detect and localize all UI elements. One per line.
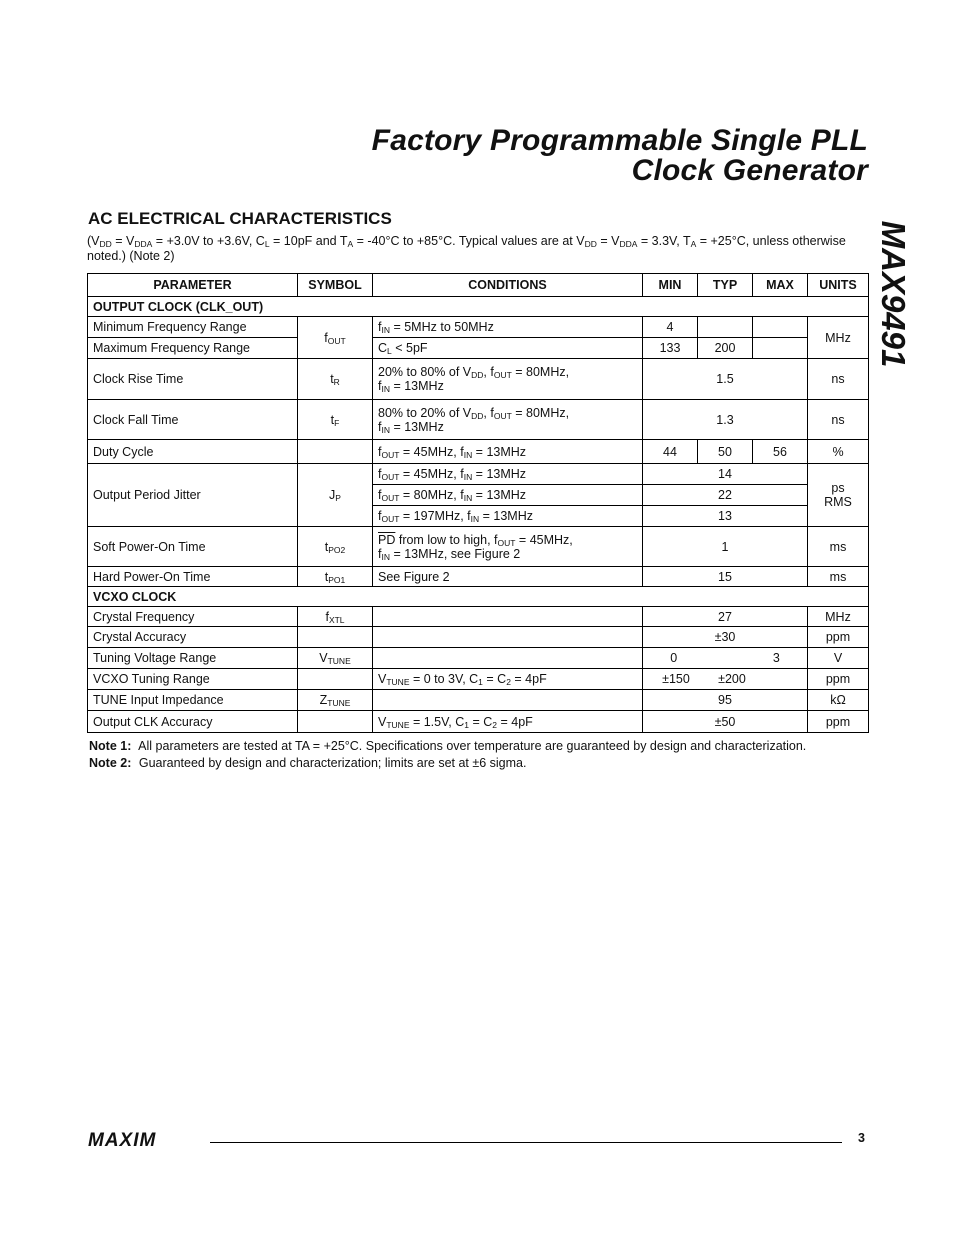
symbol-cell xyxy=(298,711,373,733)
conditions-cell xyxy=(373,627,643,648)
units-cell: kΩ xyxy=(808,690,869,711)
conditions-cell: See Figure 2 xyxy=(373,567,643,587)
param-cell: Maximum Frequency Range xyxy=(88,338,298,359)
column-header: TYP xyxy=(698,274,753,297)
param-cell: VCXO Tuning Range xyxy=(88,669,298,690)
min-cell: 44 xyxy=(643,440,698,464)
symbol-cell: $t_F$ xyxy=(298,400,373,440)
table-row xyxy=(88,338,869,359)
typ-cell: 22 xyxy=(643,485,808,506)
symbol-cell: $t_{PO1}$ xyxy=(298,567,373,587)
units-cell: MHz xyxy=(808,607,869,627)
table-row xyxy=(88,627,869,648)
table-row xyxy=(88,690,869,711)
table-row xyxy=(88,440,869,464)
notes xyxy=(89,738,806,772)
note-1 xyxy=(89,738,806,755)
column-header: CONDITIONS xyxy=(373,274,643,297)
page-title xyxy=(372,126,868,186)
param-cell: Clock Fall Time xyxy=(88,400,298,440)
typ-cell: 14 xyxy=(643,464,808,485)
units-cell: V xyxy=(808,648,869,669)
param-cell: Soft Power-On Time xyxy=(88,527,298,567)
min-cell: 4 xyxy=(643,317,698,338)
min-max-cell: 0 3 xyxy=(643,648,808,669)
note-text: All parameters are tested at TA = +25°C. Specifications over temperature are guaranteed by design and characterization. xyxy=(138,739,807,753)
typ-cell: 27 xyxy=(643,607,808,627)
max-cell xyxy=(753,338,808,359)
conditions-cell: $\overline{PD}$ from low to high, $f_{OUT} = 45MHz$, $f_{IN} = 13MHz$, see Figure 2 xyxy=(373,527,643,567)
typ-cell: 15 xyxy=(643,567,808,587)
symbol-cell: $f_{OUT}$ xyxy=(298,317,373,359)
column-header: UNITS xyxy=(808,274,869,297)
conditions-cell: $V_{TUNE} = 1.5V$, $C_1 = C_2 = 4pF$ xyxy=(373,711,643,733)
conditions-cell: $f_{IN} = 5MHz$ to 50MHz xyxy=(373,317,643,338)
typ-cell: ±50 xyxy=(643,711,808,733)
column-header: PARAMETER xyxy=(88,274,298,297)
param-cell: Crystal Accuracy xyxy=(88,627,298,648)
table-row xyxy=(88,527,869,567)
typ-cell: 200 xyxy=(698,338,753,359)
units-cell: ps RMS xyxy=(808,464,869,527)
symbol-cell: $t_{PO2}$ xyxy=(298,527,373,567)
typ-cell: ±30 xyxy=(643,627,808,648)
conditions-cell: 20% to 80% of $V_{DD}$, $f_{OUT} = 80MHz$, $f_{IN} = 13MHz$ xyxy=(373,359,643,400)
title-line-2: Clock Generator xyxy=(631,154,868,187)
units-cell: MHz xyxy=(808,317,869,359)
typ-cell: 1.5 xyxy=(643,359,808,400)
test-conditions: ($V_{DD} = V_{DDA} = +3.0V$ to +3.6V, $C_L = 10pF$ and $T_A = -40^\circ C$ to +85°C. Typical values are at $V_{DD} = V_{DDA} = 3.3V$, $T_A = +25^\circ C$, unless otherwise noted.) (Note 2) xyxy=(87,234,846,263)
table-row xyxy=(88,464,869,485)
typ-cell: 13 xyxy=(643,506,808,527)
param-cell: Hard Power-On Time xyxy=(88,567,298,587)
symbol-cell: $f_{XTL}$ xyxy=(298,607,373,627)
maxim-logo: MAXIM xyxy=(88,1130,157,1151)
typ-cell: 1.3 xyxy=(643,400,808,440)
table-row xyxy=(88,317,869,338)
table-row xyxy=(88,567,869,587)
column-header: MAX xyxy=(753,274,808,297)
symbol-cell xyxy=(298,669,373,690)
conditions-cell xyxy=(373,690,643,711)
group-row xyxy=(88,587,869,607)
conditions-cell: $f_{OUT} = 45MHz$, $f_{IN} = 13MHz$ xyxy=(373,464,643,485)
conditions-cell: $f_{OUT} = 80MHz$, $f_{IN} = 13MHz$ xyxy=(373,485,643,506)
conditions-cell: $f_{OUT} = 197MHz$, $f_{IN} = 13MHz$ xyxy=(373,506,643,527)
units-cell: ns xyxy=(808,359,869,400)
ac-characteristics-table xyxy=(87,273,869,733)
units-cell: ppm xyxy=(808,711,869,733)
note-label: Note 2: xyxy=(89,756,132,770)
note-label: Note 1: xyxy=(89,739,132,753)
typ-cell: 95 xyxy=(643,690,808,711)
group-label: OUTPUT CLOCK (CLK_OUT) xyxy=(88,297,869,317)
table-row xyxy=(88,400,869,440)
units-cell: ms xyxy=(808,527,869,567)
column-header: SYMBOL xyxy=(298,274,373,297)
table-row xyxy=(88,711,869,733)
conditions-cell xyxy=(373,648,643,669)
table-row xyxy=(88,607,869,627)
param-cell: Tuning Voltage Range xyxy=(88,648,298,669)
symbol-cell xyxy=(298,627,373,648)
units-cell: ppm xyxy=(808,627,869,648)
part-number: MAX9491 xyxy=(875,220,912,368)
conditions-cell: 80% to 20% of $V_{DD}$, $f_{OUT} = 80MHz$, $f_{IN} = 13MHz$ xyxy=(373,400,643,440)
param-cell: Output CLK Accuracy xyxy=(88,711,298,733)
conditions-cell: $f_{OUT} = 45MHz$, $f_{IN} = 13MHz$ xyxy=(373,440,643,464)
group-row xyxy=(88,297,869,317)
max-cell: 56 xyxy=(753,440,808,464)
symbol-cell xyxy=(298,440,373,464)
column-header: MIN xyxy=(643,274,698,297)
table-row xyxy=(88,648,869,669)
note-2 xyxy=(89,755,806,772)
min-typ-cell: ±150 ±200 xyxy=(643,669,808,690)
symbol-cell: $t_R$ xyxy=(298,359,373,400)
units-cell: % xyxy=(808,440,869,464)
param-cell: Output Period Jitter xyxy=(88,464,298,527)
typ-cell: 50 xyxy=(698,440,753,464)
min-cell: 133 xyxy=(643,338,698,359)
conditions-cell xyxy=(373,607,643,627)
section-title: AC ELECTRICAL CHARACTERISTICS xyxy=(88,209,392,228)
typ-cell xyxy=(698,317,753,338)
param-cell: TUNE Input Impedance xyxy=(88,690,298,711)
param-cell: Duty Cycle xyxy=(88,440,298,464)
table-row xyxy=(88,359,869,400)
note-text: Guaranteed by design and characterization; limits are set at ±6 sigma. xyxy=(138,756,527,770)
table-header-row xyxy=(88,274,869,297)
conditions-cell: $V_{TUNE} = 0$ to 3V, $C_1 = C_2 = 4pF$ xyxy=(373,669,643,690)
title-line-1: Factory Programmable Single PLL xyxy=(371,124,868,157)
param-cell: Clock Rise Time xyxy=(88,359,298,400)
page-number: 3 xyxy=(858,1131,865,1145)
conditions-cell: $C_L < 5pF$ xyxy=(373,338,643,359)
units-cell: ns xyxy=(808,400,869,440)
table-row xyxy=(88,669,869,690)
symbol-cell: $J_P$ xyxy=(298,464,373,527)
max-cell xyxy=(753,317,808,338)
units-cell: ppm xyxy=(808,669,869,690)
symbol-cell: $V_{TUNE}$ xyxy=(298,648,373,669)
typ-cell: 1 xyxy=(643,527,808,567)
param-cell: Minimum Frequency Range xyxy=(88,317,298,338)
group-label: VCXO CLOCK xyxy=(88,587,869,607)
param-cell: Crystal Frequency xyxy=(88,607,298,627)
units-cell: ms xyxy=(808,567,869,587)
footer-divider xyxy=(210,1142,842,1143)
symbol-cell: $Z_{TUNE}$ xyxy=(298,690,373,711)
